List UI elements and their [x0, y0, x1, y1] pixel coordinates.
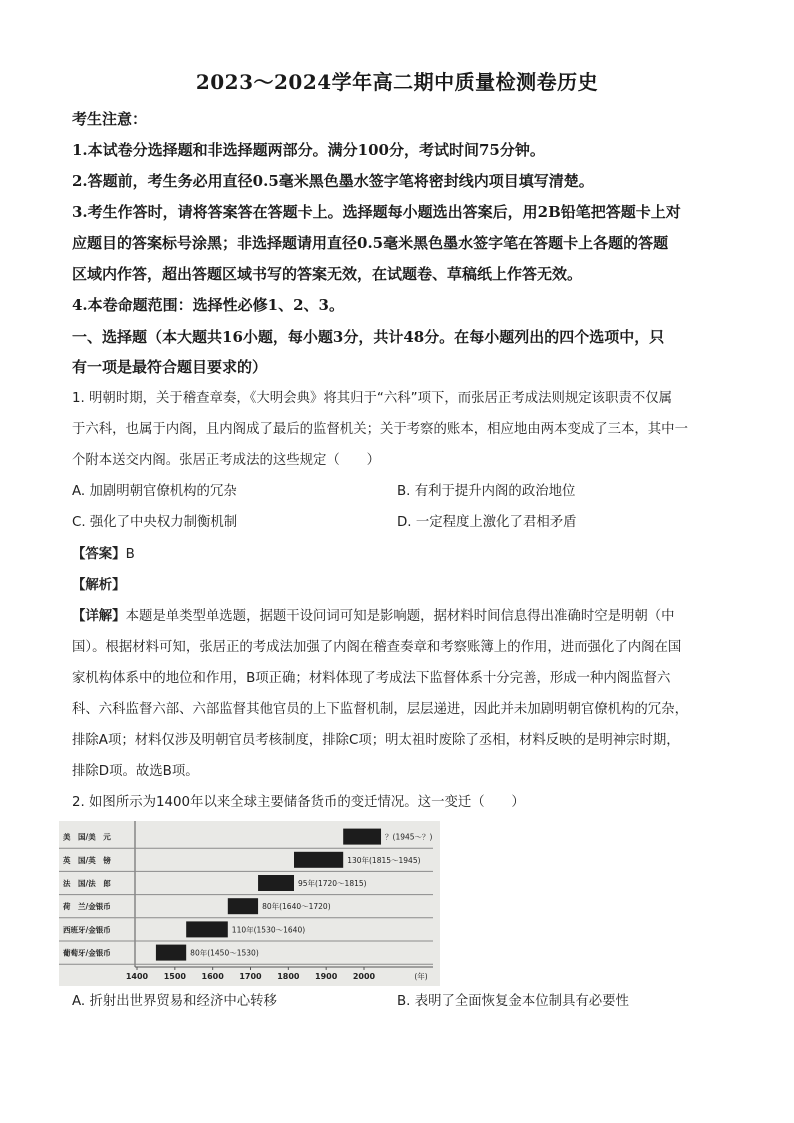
bar — [258, 875, 294, 891]
q1-detail-2: 国）。根据材料可知，张居正的考成法加强了内阁在稽查奏章和考察账簿上的作用，进而强化了内阁在国 — [72, 640, 682, 655]
x-tick-label: 1700 — [239, 972, 262, 981]
q1-option-c: C. 强化了中央权力制衡机制 — [72, 515, 238, 530]
detail-tag: 【详解】 — [72, 609, 126, 624]
q1-detail-6: 排除D项。故选B项。 — [72, 764, 199, 779]
q1-option-a: A. 加剧明朝官僚机构的冗杂 — [72, 484, 237, 499]
x-tick-label: 1600 — [201, 972, 224, 981]
category-label: 法 国/法 郎 — [63, 879, 111, 888]
q2-option-b: B. 表明了全面恢复金本位制具有必要性 — [397, 994, 629, 1009]
bar — [156, 945, 186, 961]
notice-item-2: 2.答题前，考生务必用直径0.5毫米黑色墨水签字笔将密封线内项目填写清楚。 — [72, 172, 594, 190]
bar — [228, 898, 258, 914]
category-label: 葡萄牙/金银币 — [63, 948, 111, 958]
q1-option-b: B. 有利于提升内阁的政治地位 — [397, 484, 576, 499]
category-label: 荷 兰/金银币 — [63, 902, 111, 912]
q1-detail-1: 【详解】本题是单类型单选题，据题干设问词可知是影响题，据材料时间信息得出准确时空是明朝（中 — [72, 609, 675, 624]
q1-analysis-tag: 【解析】 — [72, 578, 126, 593]
q1-stem-2: 于六科，也属于内阁，且内阁成了最后的监督机关；关于考察的账本，相应地由两本变成了三本，其中一 — [72, 422, 688, 437]
data-label: 110年(1530～1640) — [231, 925, 306, 935]
reserve-currency-chart — [59, 821, 440, 986]
category-label: 英 国/英 镑 — [63, 855, 111, 865]
q1-detail-3: 家机构体系中的地位和作用，B项正确；材料体现了考成法下监督体系十分完善，形成一种内阁监督六 — [72, 671, 671, 686]
data-label: 95年(1720～1815) — [298, 879, 367, 888]
notice-item-4: 4.本卷命题范围：选择性必修1、2、3。 — [72, 296, 344, 314]
q1-option-d: D. 一定程度上激化了君相矛盾 — [397, 515, 577, 530]
x-tick-label: 1900 — [315, 972, 338, 981]
answer-tag: 【答案】 — [72, 547, 126, 562]
section-heading-cont: 有一项是最符合题目要求的） — [72, 358, 268, 376]
q2-option-a: A. 折射出世界贸易和经济中心转移 — [72, 994, 277, 1009]
data-label: ？(1945～？) — [385, 832, 433, 842]
page-title: 2023～2024学年高二期中质量检测卷历史 — [195, 70, 599, 94]
q1-answer — [72, 545, 135, 565]
notice-item-3-cont: 应题目的答案标号涂黑；非选择题请用直径0.5毫米黑色墨水签字笔在答题卡上各题的答题 — [72, 234, 669, 252]
q1-detail-4: 科、六科监督六部、六部监督其他官员的上下监督机制，层层递进，因此并未加剧明朝官僚机构的冗杂， — [72, 702, 688, 717]
x-tick-label: 1500 — [163, 972, 186, 981]
data-label: 130年(1815～1945) — [347, 855, 421, 865]
q2-stem: 2. 如图所示为1400年以来全球主要储备货币的变迁情况。这一变迁（ ） — [72, 795, 525, 810]
bar — [343, 829, 381, 845]
chart-svg — [59, 821, 440, 986]
data-label: 80年(1450～1530) — [190, 948, 259, 958]
notice-item-3-end: 区域内作答，超出答题区域书写的答案无效，在试题卷、草稿纸上作答无效。 — [72, 265, 583, 283]
bar — [294, 852, 343, 868]
x-tick-label: 1800 — [277, 972, 300, 981]
x-tick-label: 1400 — [125, 972, 149, 981]
category-label: 美 国/美 元 — [63, 832, 111, 842]
q1-stem-1: 1. 明朝时期，关于稽查章奏，《大明会典》将其归于“六科”项下，而张居正考成法则规定该职责不仅属 — [72, 391, 673, 406]
answer-value: B — [125, 547, 135, 562]
category-label: 西班牙/金银币 — [63, 925, 111, 935]
q1-detail-5: 排除A项；材料仅涉及明朝官员考核制度，排除C项；明太祖时废除了丞相，材料反映的是明神宗时期， — [72, 733, 680, 748]
section-heading: 一、选择题（本大题共16小题，每小题3分，共计48分。在每小题列出的四个选项中，只 — [72, 328, 665, 346]
x-axis-label: (年) — [414, 972, 428, 981]
notice-heading: 考生注意： — [72, 110, 148, 128]
bar — [186, 921, 228, 937]
data-label: 80年(1640～1720) — [262, 902, 331, 912]
notice-item-3: 3.考生作答时，请将答案答在答题卡上。选择题每小题选出答案后，用2B铅笔把答题卡上对 — [72, 203, 681, 221]
q1-stem-3: 个附本送交内阁。张居正考成法的这些规定（ ） — [72, 453, 380, 468]
x-tick-label: 2000 — [352, 972, 376, 981]
notice-item-1: 1.本试卷分选择题和非选择题两部分。满分100分，考试时间75分钟。 — [72, 141, 545, 159]
